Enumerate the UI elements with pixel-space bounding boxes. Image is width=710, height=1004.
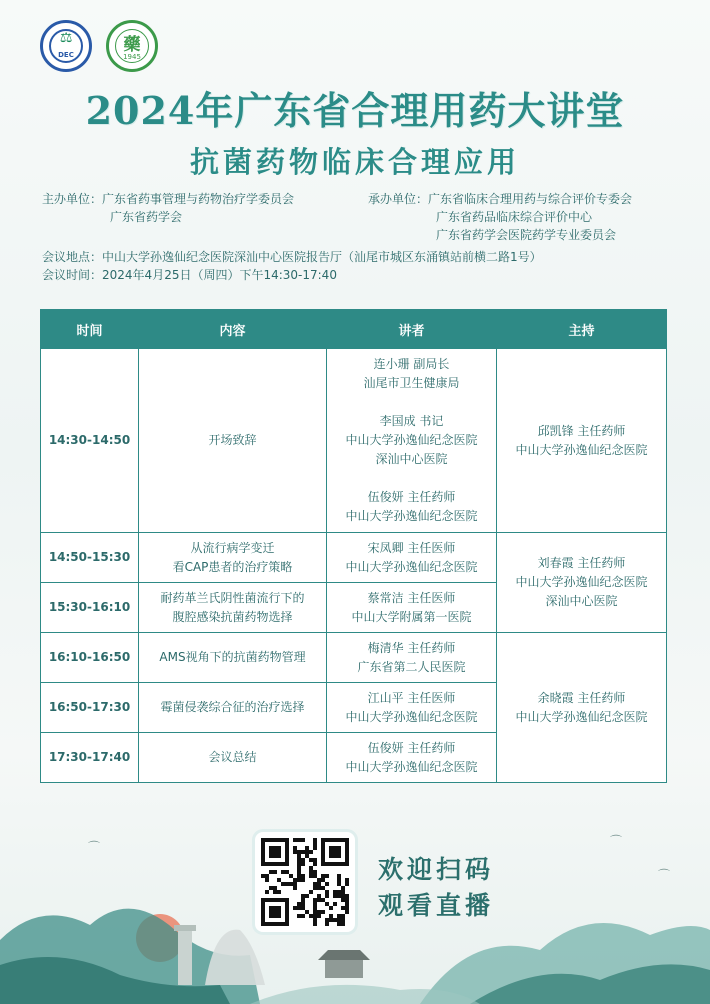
speaker-name: 连小珊 副局长 bbox=[373, 357, 450, 371]
meeting-location: 中山大学孙逸仙纪念医院深汕中心医院报告厅（汕尾市城区东涌镇站前横二路1号） bbox=[102, 250, 542, 264]
host-name: 邱凯锋 主任药师 bbox=[537, 423, 626, 438]
session-content: 霉菌侵袭综合征的治疗选择 bbox=[139, 683, 327, 733]
speaker-affiliation: 深汕中心医院 bbox=[375, 452, 448, 466]
session-time: 14:50-15:30 bbox=[41, 533, 139, 583]
live-slogan: 观看直播 bbox=[378, 891, 495, 920]
speaker-name: 伍俊妍 主任药师 bbox=[367, 490, 456, 504]
host-name: 刘春霞 主任药师 bbox=[537, 556, 626, 570]
session-content: AMS视角下的抗菌药物管理 bbox=[139, 633, 327, 683]
tower-icon bbox=[178, 930, 192, 985]
session-content: 开场致辞 bbox=[139, 349, 327, 533]
host-affiliation: 深汕中心医院 bbox=[545, 594, 618, 608]
session-time: 16:50-17:30 bbox=[41, 683, 139, 733]
session-time: 16:10-16:50 bbox=[41, 633, 139, 683]
speaker-affiliation: 汕尾市卫生健康局 bbox=[363, 376, 460, 390]
co-org: 广东省药品临床综合评价中心 bbox=[436, 210, 593, 224]
speaker-affiliation: 广东省第二人民医院 bbox=[357, 659, 466, 674]
bird-icon: ⌒ bbox=[610, 834, 623, 848]
time-label: 会议时间： bbox=[42, 268, 103, 282]
session-speakers bbox=[327, 683, 497, 733]
host-affiliation: 中山大学孙逸仙纪念医院 bbox=[515, 442, 648, 457]
table-row bbox=[41, 533, 667, 583]
table-header-row bbox=[41, 310, 667, 349]
page-title: 2024年广东省合理用药大讲堂 bbox=[85, 88, 625, 133]
speaker-affiliation: 中山大学孙逸仙纪念医院 bbox=[345, 759, 478, 774]
session-speakers bbox=[327, 533, 497, 583]
co-label: 承办单位： bbox=[368, 192, 429, 206]
speaker-name: 宋凤卿 主任医师 bbox=[367, 540, 456, 555]
host-name: 余晓霞 主任药师 bbox=[537, 690, 626, 705]
session-content: 会议总结 bbox=[139, 733, 327, 783]
header-time: 时间 bbox=[41, 310, 139, 349]
session-content: 耐药革兰氏阴性菌流行下的 腹腔感染抗菌药物选择 bbox=[139, 583, 327, 633]
speaker-affiliation: 中山大学孙逸仙纪念医院 bbox=[345, 509, 478, 523]
speaker-name: 蔡常洁 主任医师 bbox=[367, 590, 456, 605]
session-host bbox=[497, 349, 667, 533]
session-host bbox=[497, 533, 667, 633]
host-label: 主办单位： bbox=[42, 192, 103, 206]
session-speakers bbox=[327, 583, 497, 633]
pavilion-icon bbox=[318, 950, 370, 960]
qr-code-pattern bbox=[261, 838, 349, 926]
host-organizers bbox=[42, 190, 294, 226]
session-speakers bbox=[327, 633, 497, 683]
header-content: 内容 bbox=[139, 310, 327, 349]
statue-icon bbox=[205, 930, 265, 985]
speaker-name: 梅清华 主任药师 bbox=[367, 640, 456, 655]
session-content: 从流行病学变迁 看CAP患者的治疗策略 bbox=[139, 533, 327, 583]
meeting-time: 2024年4月25日（周四）下午14:30-17:40 bbox=[102, 268, 337, 282]
scan-slogan: 欢迎扫码 bbox=[378, 855, 495, 884]
host-affiliation: 中山大学孙逸仙纪念医院 bbox=[515, 709, 648, 724]
header-host: 主持 bbox=[497, 310, 667, 349]
speaker-affiliation: 中山大学孙逸仙纪念医院 bbox=[345, 709, 478, 724]
host-affiliation: 中山大学孙逸仙纪念医院 bbox=[515, 575, 648, 589]
session-speakers bbox=[327, 349, 497, 533]
speaker-name: 江山平 主任医师 bbox=[367, 690, 456, 705]
page-subtitle: 抗菌药物临床合理应用 bbox=[189, 145, 520, 179]
pharmacy-association-logo: 藥 1945 bbox=[106, 20, 158, 72]
session-time: 15:30-16:10 bbox=[41, 583, 139, 633]
speaker-affiliation: 中山大学孙逸仙纪念医院 bbox=[345, 559, 478, 574]
co-org: 广东省药学会医院药学专业委员会 bbox=[436, 228, 617, 242]
bird-icon: ⌒ bbox=[658, 868, 671, 882]
header-speaker: 讲者 bbox=[327, 310, 497, 349]
table-row bbox=[41, 633, 667, 683]
session-speakers bbox=[327, 733, 497, 783]
dec-logo: ⚖ DEC bbox=[40, 20, 92, 72]
schedule-table bbox=[40, 309, 667, 783]
bird-icon: ⌒ bbox=[88, 840, 101, 854]
qr-code-icon[interactable] bbox=[255, 832, 355, 932]
co-org: 广东省临床合理用药与综合评价专委会 bbox=[428, 192, 633, 206]
speaker-affiliation: 中山大学附属第一医院 bbox=[351, 609, 472, 624]
session-host bbox=[497, 633, 667, 783]
host-org: 广东省药学会 bbox=[110, 210, 183, 224]
co-organizers bbox=[368, 190, 632, 244]
location-label: 会议地点： bbox=[42, 250, 103, 264]
session-time: 14:30-14:50 bbox=[41, 349, 139, 533]
speaker-name: 伍俊妍 主任药师 bbox=[367, 740, 456, 755]
table-row bbox=[41, 349, 667, 533]
speaker-affiliation: 中山大学孙逸仙纪念医院 bbox=[345, 433, 478, 447]
meeting-info bbox=[42, 248, 542, 284]
speaker-name: 李国成 书记 bbox=[379, 414, 444, 428]
session-time: 17:30-17:40 bbox=[41, 733, 139, 783]
host-org: 广东省药事管理与药物治疗学委员会 bbox=[102, 192, 295, 206]
